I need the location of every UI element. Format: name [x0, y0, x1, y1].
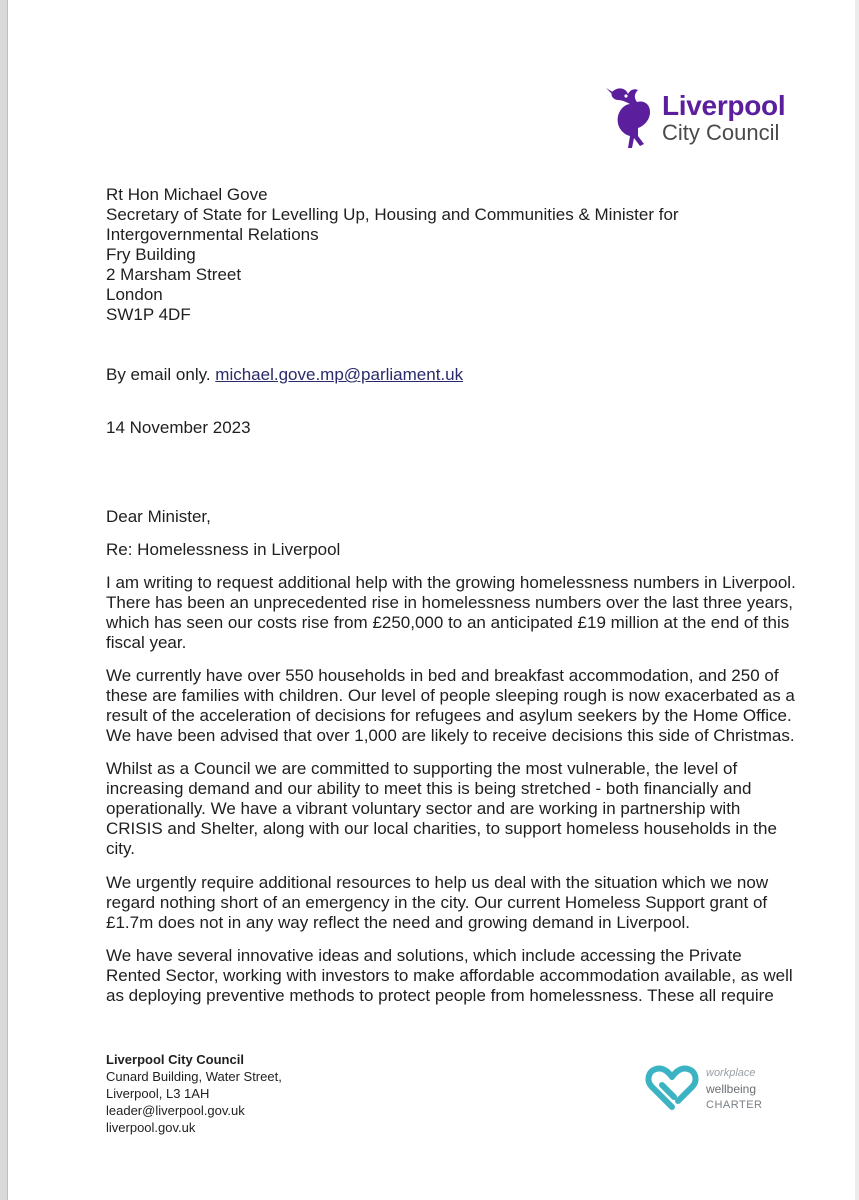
- paragraph-line: city.: [106, 839, 135, 858]
- body-paragraph: [106, 946, 796, 1006]
- paragraph-line: We have been advised that over 1,000 are likely to receive decisions this side of Christmas.: [106, 726, 795, 745]
- paragraph-line: We currently have over 550 households in bed and breakfast accommodation, and 250 of: [106, 666, 779, 685]
- delivery-prefix: By email only.: [106, 365, 216, 384]
- paragraph-line: fiscal year.: [106, 633, 187, 652]
- footer-line: Cunard Building, Water Street,: [106, 1069, 282, 1084]
- address-line: Intergovernmental Relations: [106, 225, 319, 244]
- paragraph-line: regard nothing short of an emergency in the city. Our current Homeless Support grant of: [106, 893, 768, 912]
- body-paragraph: [106, 573, 796, 653]
- paragraph-line: £1.7m does not in any way reflect the need and growing demand in Liverpool.: [106, 913, 691, 932]
- paragraph-line: result of the acceleration of decisions for refugees and asylum seekers by the Home Office.: [106, 706, 792, 725]
- recipient-email-link[interactable]: michael.gove.mp@parliament.uk: [215, 365, 464, 384]
- address-line: SW1P 4DF: [106, 305, 191, 324]
- footer-line: Liverpool, L3 1AH: [106, 1086, 210, 1101]
- paragraph-line: operationally. We have a vibrant voluntary sector and are working in partnership with: [106, 799, 741, 818]
- council-logo: [604, 84, 804, 154]
- body-paragraph: [106, 873, 796, 933]
- footer-email[interactable]: leader@liverpool.gov.uk: [106, 1103, 245, 1118]
- paragraph-line: CRISIS and Shelter, along with our local charities, to support homeless households in the: [106, 819, 777, 838]
- paragraph-line: We have several innovative ideas and solutions, which include accessing the Private: [106, 946, 742, 965]
- paragraph-line: increasing demand and our ability to meet this is being stretched - both financially and: [106, 779, 752, 798]
- charter-line1: workplace: [706, 1067, 756, 1079]
- paragraph-line: I am writing to request additional help with the growing homelessness numbers in Liverpool.: [106, 573, 796, 592]
- footer-address: [106, 1051, 282, 1136]
- charter-line2: wellbeing: [706, 1082, 757, 1096]
- paragraph-line: There has been an unprecedented rise in homelessness numbers over the last three years,: [106, 593, 794, 612]
- body-paragraph: [106, 759, 796, 859]
- logo-name: Liverpool: [662, 90, 786, 121]
- address-line: London: [106, 285, 163, 304]
- paragraph-line: Rented Sector, working with investors to make affordable accommodation available, as well: [106, 966, 793, 985]
- address-line: 2 Marsham Street: [106, 265, 242, 284]
- subject-line: Re: Homelessness in Liverpool: [106, 540, 341, 559]
- charter-line3: CHARTER: [706, 1099, 763, 1111]
- logo-subtitle: City Council: [662, 120, 780, 145]
- liver-bird-icon: [604, 84, 660, 154]
- footer-website[interactable]: liverpool.gov.uk: [106, 1120, 196, 1135]
- recipient-address: [106, 185, 679, 325]
- salutation: Dear Minister,: [106, 507, 211, 526]
- address-line: Rt Hon Michael Gove: [106, 185, 268, 204]
- letter-date: 14 November 2023: [106, 418, 251, 437]
- paragraph-line: these are families with children. Our level of people sleeping rough is now exacerbated as a: [106, 686, 795, 705]
- footer-name: Liverpool City Council: [106, 1052, 244, 1067]
- paragraph-line: as deploying preventive methods to protect people from homelessness. These all require: [106, 986, 774, 1005]
- body-paragraph: [106, 666, 796, 746]
- paragraph-line: which has seen our costs rise from £250,000 to an anticipated £19 million at the end of this: [106, 613, 790, 632]
- paragraph-line: Whilst as a Council we are committed to supporting the most vulnerable, the level of: [106, 759, 738, 778]
- page-edge: [0, 0, 8, 1200]
- paragraph-line: We urgently require additional resources to help us deal with the situation which we now: [106, 873, 769, 892]
- delivery-line: [106, 365, 463, 385]
- heart-icon: [644, 1063, 700, 1113]
- address-line: Fry Building: [106, 245, 196, 264]
- address-line: Secretary of State for Levelling Up, Housing and Communities & Minister for: [106, 205, 679, 224]
- wellbeing-charter-logo: [644, 1063, 784, 1123]
- page-edge-right: [855, 0, 859, 1200]
